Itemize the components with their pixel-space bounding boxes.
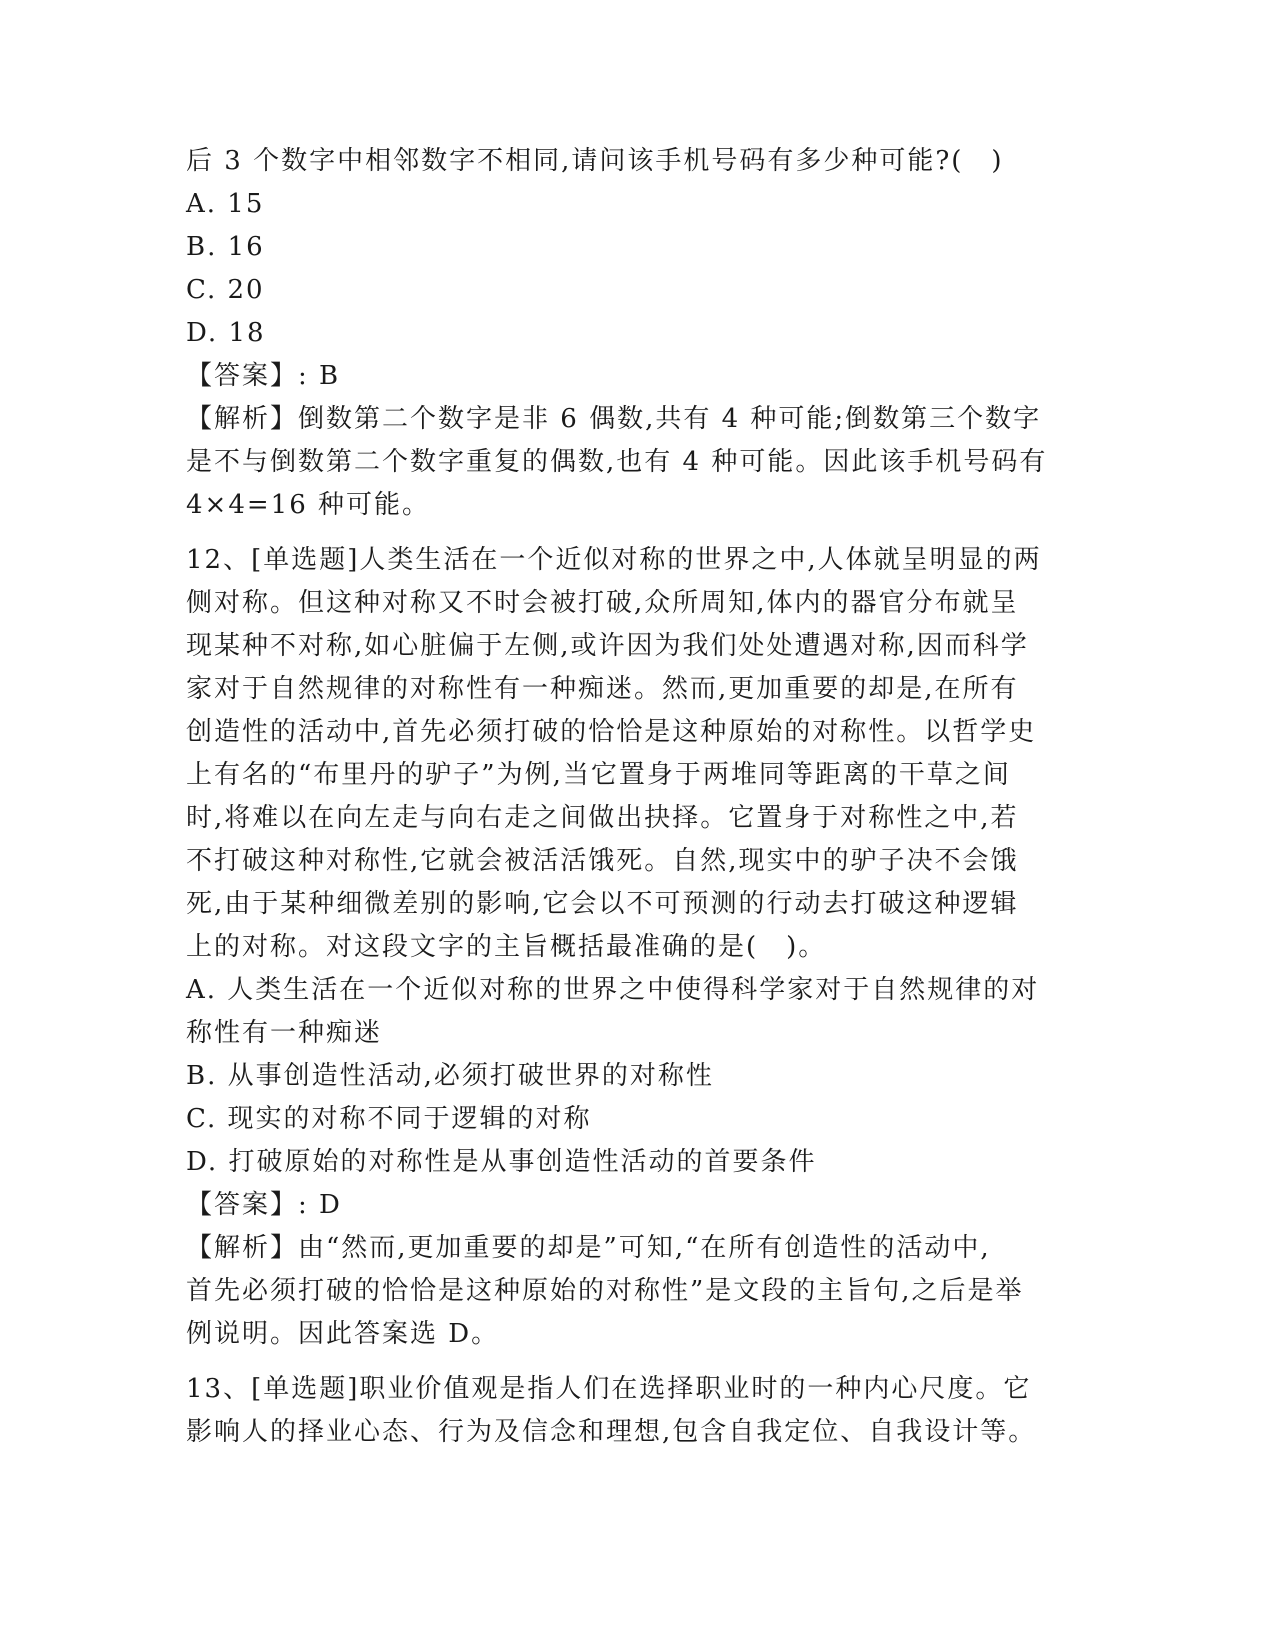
question-12-stem: 现某种不对称,如心脏偏于左侧,或许因为我们处处遭遇对称,因而科学 — [186, 631, 1029, 661]
spacer — [186, 527, 1086, 539]
question-12-stem: 侧对称。但这种对称又不时会被打破,众所周知,体内的器官分布就呈 — [186, 588, 1019, 618]
question-13-stem: 影响人的择业心态、行为及信念和理想,包含自我定位、自我设计等。 — [186, 1417, 1037, 1447]
question-12-stem: 创造性的活动中,首先必须打破的恰恰是这种原始的对称性。以哲学史 — [186, 717, 1037, 747]
option-a: A. 15 — [186, 189, 265, 219]
question-11-stem: 后 3 个数字中相邻数字不相同,请问该手机号码有多少种可能?( ) — [186, 146, 1004, 176]
analysis-line: 是不与倒数第二个数字重复的偶数,也有 4 种可能。因此该手机号码有 — [186, 447, 1048, 477]
option-c: C. 20 — [186, 275, 265, 305]
question-13-block — [186, 1368, 1086, 1454]
analysis-line: 首先必须打破的恰恰是这种原始的对称性”是文段的主旨句,之后是举 — [186, 1276, 1024, 1306]
option-d: D. 打破原始的对称性是从事创造性活动的首要条件 — [186, 1147, 817, 1177]
option-b: B. 从事创造性活动,必须打破世界的对称性 — [186, 1061, 714, 1091]
option-c: C. 现实的对称不同于逻辑的对称 — [186, 1104, 592, 1134]
answer-line: 【答案】: B — [186, 361, 341, 391]
analysis-line: 【解析】倒数第二个数字是非 6 偶数,共有 4 种可能;倒数第三个数字 — [186, 404, 1042, 434]
option-d: D. 18 — [186, 318, 266, 348]
question-12-stem: 不打破这种对称性,它就会被活活饿死。自然,现实中的驴子决不会饿 — [186, 846, 1019, 876]
question-12-stem: 时,将难以在向左走与向右走之间做出抉择。它置身于对称性之中,若 — [186, 803, 1019, 833]
question-12-stem: 家对于自然规律的对称性有一种痴迷。然而,更加重要的却是,在所有 — [186, 674, 1019, 704]
analysis-line: 4×4=16 种可能。 — [186, 490, 431, 520]
option-b: B. 16 — [186, 232, 265, 262]
question-13-stem: 13、[单选题]职业价值观是指人们在选择职业时的一种内心尺度。它 — [186, 1374, 1032, 1404]
analysis-line: 【解析】由“然而,更加重要的却是”可知,“在所有创造性的活动中, — [186, 1233, 991, 1263]
option-a-continued: 称性有一种痴迷 — [186, 1018, 383, 1048]
question-12-block — [186, 539, 1086, 1356]
question-12-stem: 12、[单选题]人类生活在一个近似对称的世界之中,人体就呈明显的两 — [186, 545, 1042, 575]
question-12-stem: 上的对称。对这段文字的主旨概括最准确的是( )。 — [186, 932, 827, 962]
answer-line: 【答案】: D — [186, 1190, 342, 1220]
question-12-stem: 上有名的“布里丹的驴子”为例,当它置身于两堆同等距离的干草之间 — [186, 760, 1011, 790]
spacer — [186, 1356, 1086, 1368]
analysis-line: 例说明。因此答案选 D。 — [186, 1319, 500, 1349]
document-page — [186, 140, 1086, 1454]
question-11-block — [186, 140, 1086, 527]
option-a: A. 人类生活在一个近似对称的世界之中使得科学家对于自然规律的对 — [186, 975, 1040, 1005]
question-12-stem: 死,由于某种细微差别的影响,它会以不可预测的行动去打破这种逻辑 — [186, 889, 1019, 919]
